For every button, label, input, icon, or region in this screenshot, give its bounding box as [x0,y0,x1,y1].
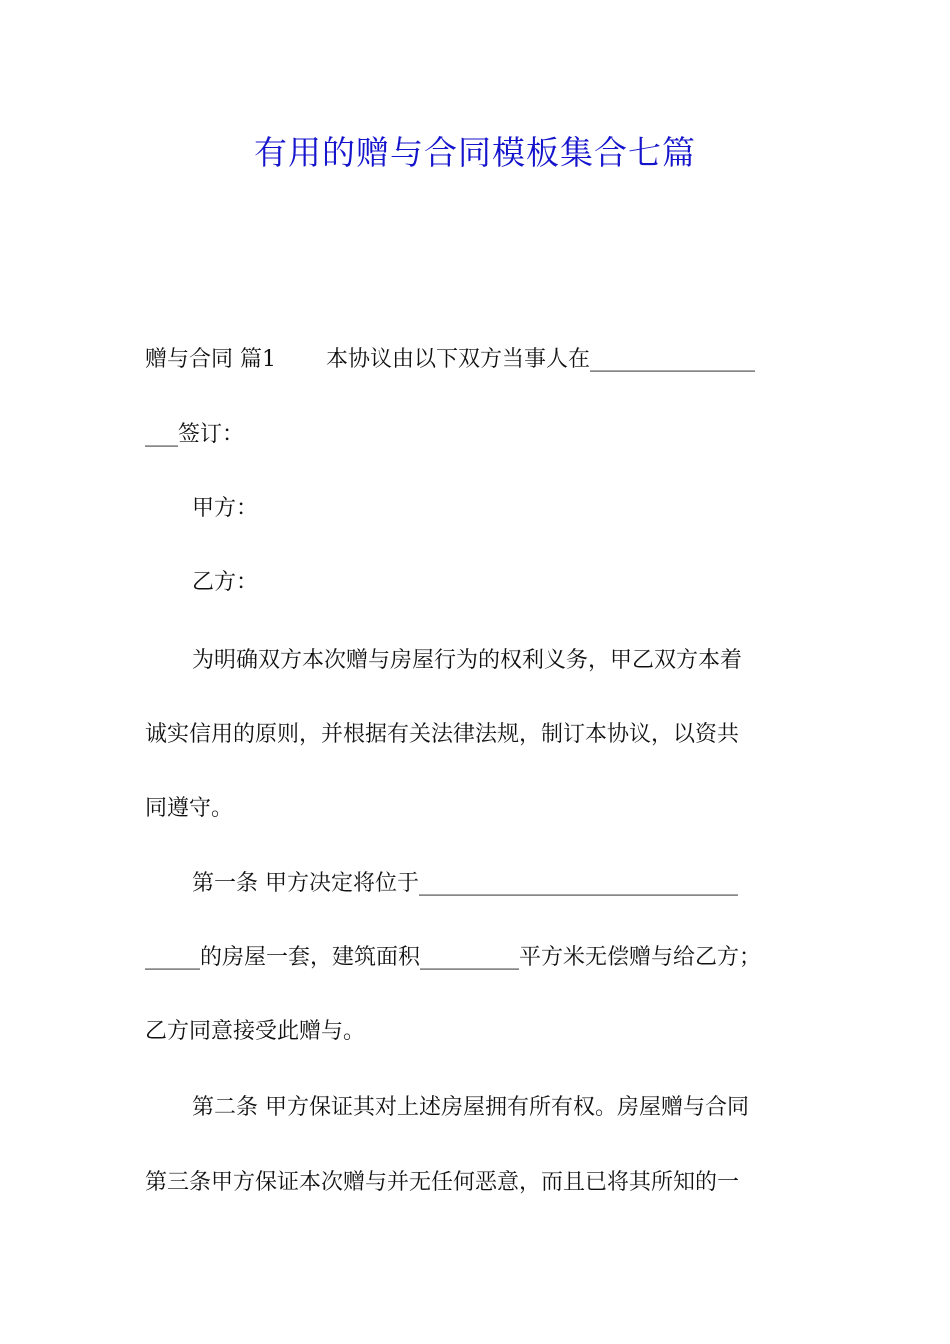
paragraph-line-5: 为明确双方本次赠与房屋行为的权利义务，甲乙双方本着 [192,648,743,673]
line-text: 本协议由以下双方当事人在_______________ [326,347,756,372]
article-2-line-2: 第三条甲方保证本次赠与并无任何恶意，而且已将其所知的一 [145,1170,740,1195]
paragraph-line-1 [145,343,810,377]
party-b-line: 乙方： [192,570,259,595]
paragraph-line-6: 诚实信用的原则，并根据有关法律法规，制订本协议，以资共 [145,722,740,747]
article-1-line-1: 第一条 甲方决定将位于_____________________________ [192,871,738,896]
document-title: 有用的赠与合同模板集合七篇 [254,133,696,172]
party-a-line: 甲方： [192,496,259,521]
article-1-line-2: _____的房屋一套，建筑面积_________平方米无偿赠与给乙方； [145,945,762,970]
paragraph-line-7: 同遵守。 [145,796,234,821]
paragraph-line-2: ___签订： [145,422,245,447]
article-2-line-1: 第二条 甲方保证其对上述房屋拥有所有权。房屋赠与合同 [192,1095,749,1120]
article-1-line-3: 乙方同意接受此赠与。 [145,1019,366,1044]
section-heading: 赠与合同 篇1 [145,347,276,372]
